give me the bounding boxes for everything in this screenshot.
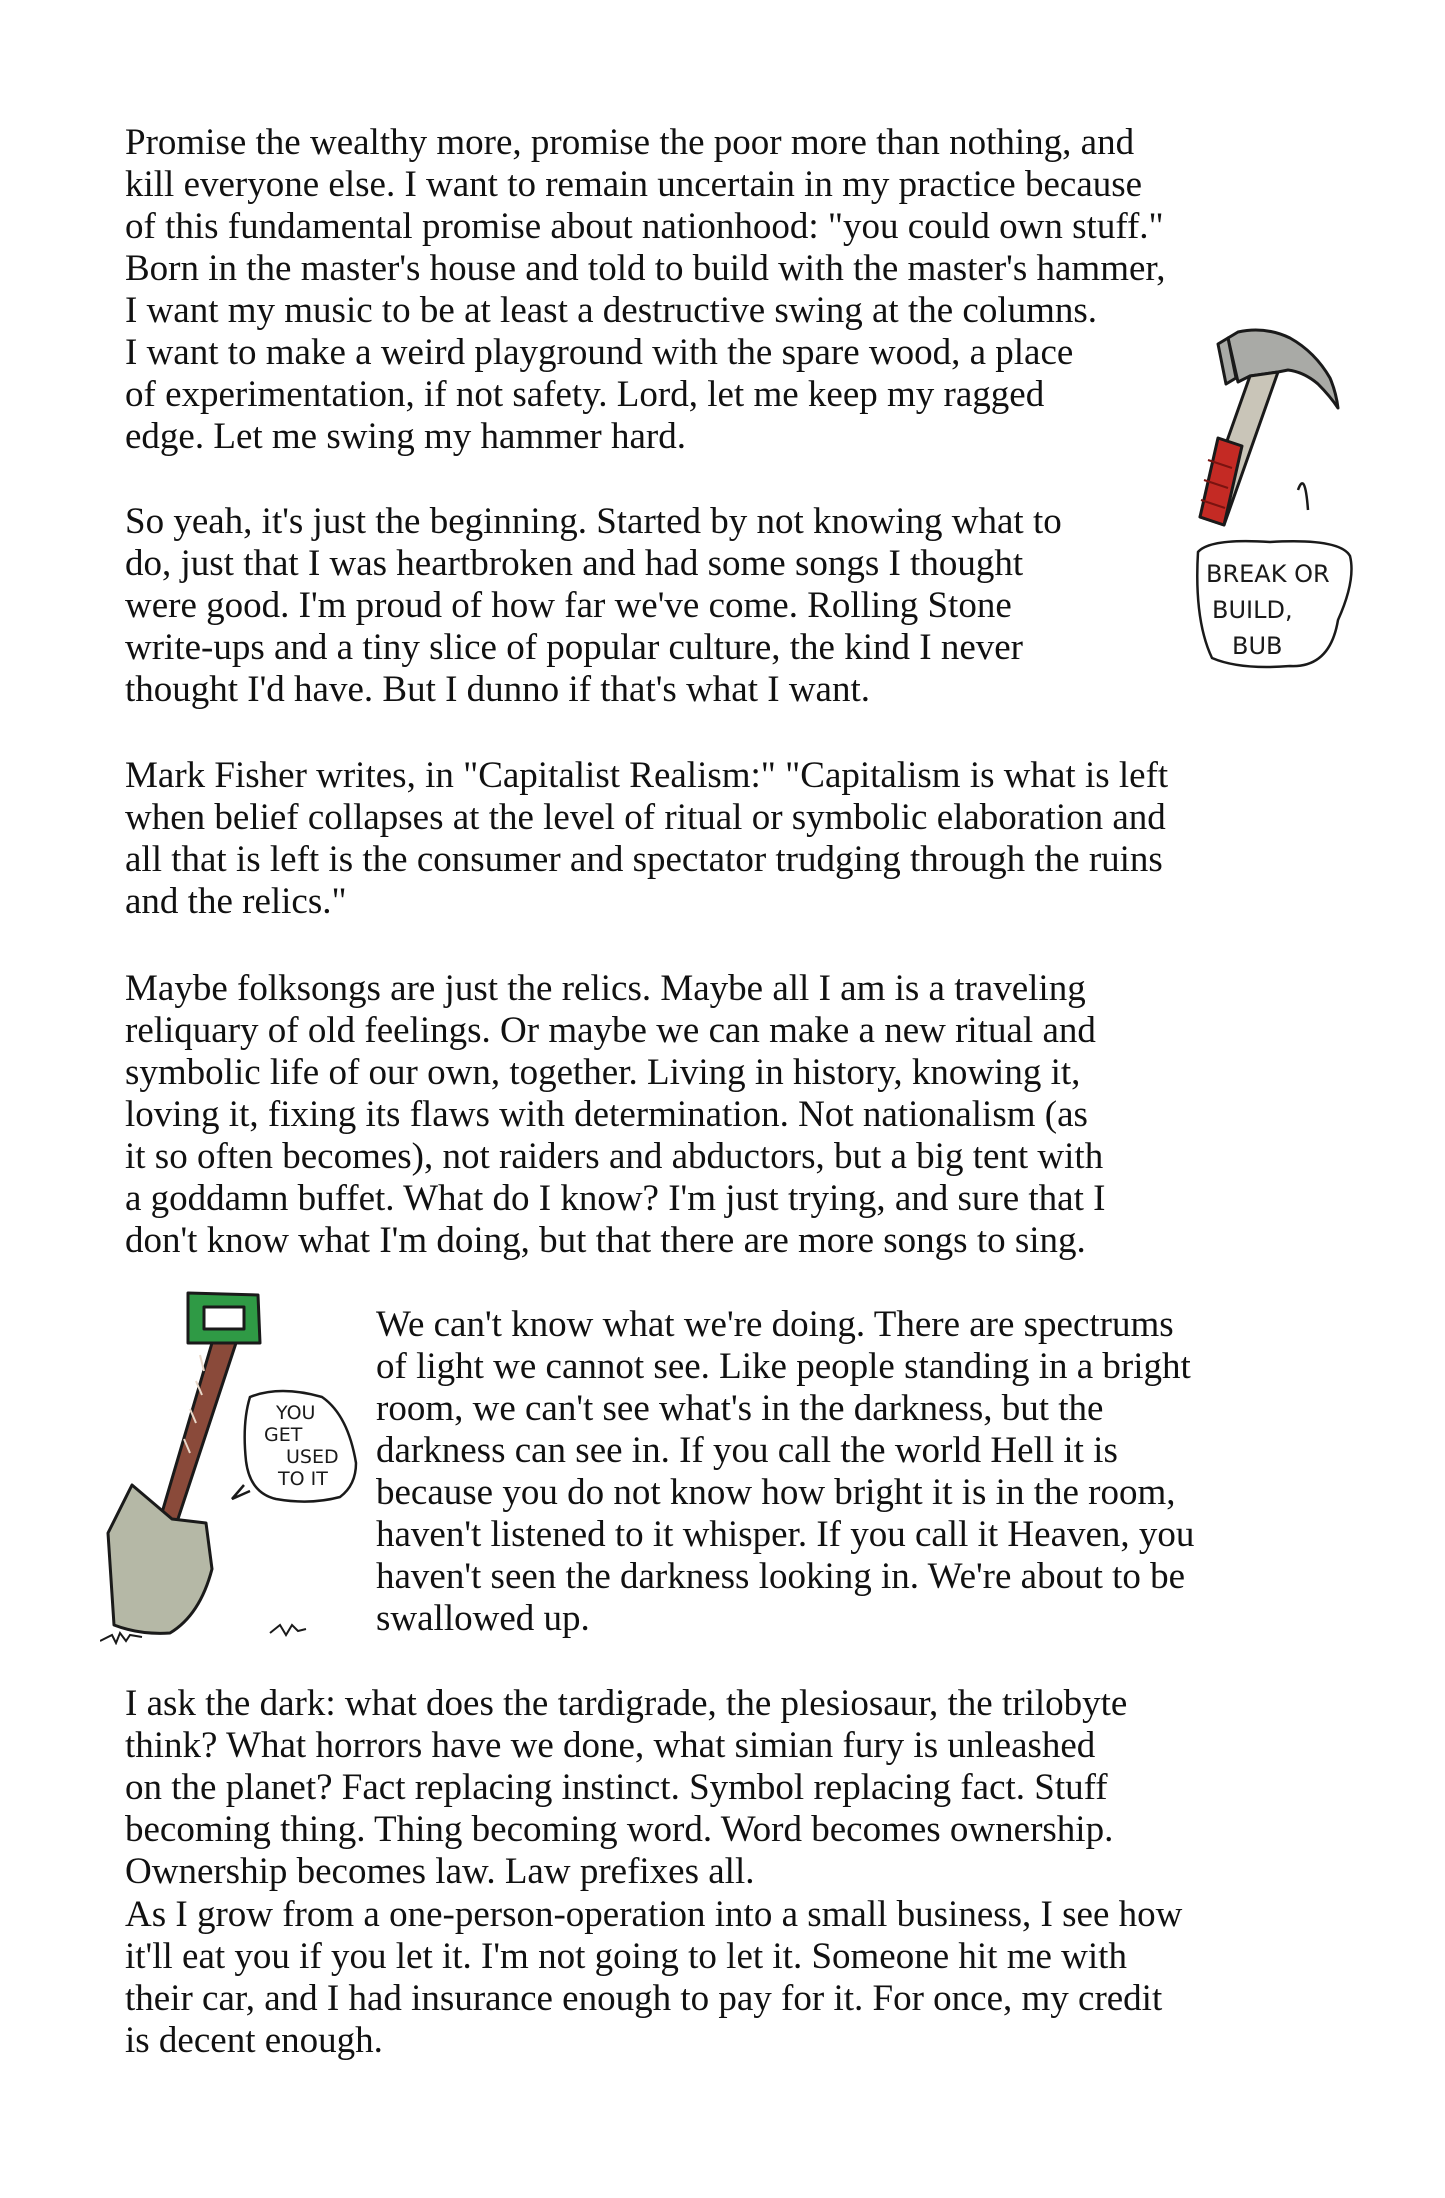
speech-line-2: BUILD, bbox=[1212, 596, 1293, 624]
text-line: loving it, fixing its flaws with determination. Not nationalism (as bbox=[125, 1094, 1088, 1135]
text-line: So yeah, it's just the beginning. Started by not knowing what to bbox=[125, 501, 1062, 542]
speech-line-3: USED bbox=[286, 1446, 339, 1468]
text-line: when belief collapses at the level of ritual or symbolic elaboration and bbox=[125, 797, 1166, 838]
speech-line-4: TO IT bbox=[278, 1468, 328, 1490]
text-line: of light we cannot see. Like people standing in a bright bbox=[376, 1346, 1191, 1387]
shovel-icon bbox=[108, 1293, 260, 1633]
text-line: darkness can see in. If you call the world Hell it is bbox=[376, 1430, 1118, 1471]
text-line: becoming thing. Thing becoming word. Word becomes ownership. bbox=[125, 1809, 1114, 1850]
shovel-illustration bbox=[100, 1285, 365, 1645]
hammer-icon bbox=[1200, 330, 1338, 525]
text-line: a goddamn buffet. What do I know? I'm just trying, and sure that I bbox=[125, 1178, 1106, 1219]
speech-line-1: YOU bbox=[276, 1402, 316, 1424]
text-line: of experimentation, if not safety. Lord, let me keep my ragged bbox=[125, 374, 1045, 415]
text-line: and the relics." bbox=[125, 881, 347, 922]
text-line: Promise the wealthy more, promise the poor more than nothing, and bbox=[125, 122, 1135, 163]
hammer-illustration bbox=[1180, 320, 1365, 690]
text-line: Born in the master's house and told to build with the master's hammer, bbox=[125, 248, 1166, 289]
text-line: symbolic life of our own, together. Living in history, knowing it, bbox=[125, 1052, 1081, 1093]
speech-bubble-tail bbox=[232, 1485, 250, 1499]
text-line: on the planet? Fact replacing instinct. Symbol replacing fact. Stuff bbox=[125, 1767, 1108, 1808]
text-line: of this fundamental promise about nationhood: "you could own stuff." bbox=[125, 206, 1164, 247]
text-line: all that is left is the consumer and spectator trudging through the ruins bbox=[125, 839, 1163, 880]
text-line: I ask the dark: what does the tardigrade, the plesiosaur, the trilobyte bbox=[125, 1683, 1128, 1724]
speech-line-2: GET bbox=[264, 1424, 303, 1446]
text-line: their car, and I had insurance enough to pay for it. For once, my credit bbox=[125, 1978, 1163, 2019]
text-line: room, we can't see what's in the darkness, but the bbox=[376, 1388, 1104, 1429]
speech-line-3: BUB bbox=[1232, 632, 1283, 660]
text-line: edge. Let me swing my hammer hard. bbox=[125, 416, 686, 457]
text-line: it'll eat you if you let it. I'm not going to let it. Someone hit me with bbox=[125, 1936, 1127, 1977]
speech-line-1: BREAK OR bbox=[1206, 560, 1330, 588]
text-line: were good. I'm proud of how far we've come. Rolling Stone bbox=[125, 585, 1012, 626]
speech-bubble-tail bbox=[1298, 483, 1308, 510]
text-line: Mark Fisher writes, in "Capitalist Realism:" "Capitalism is what is left bbox=[125, 755, 1169, 796]
text-line: As I grow from a one-person-operation into a small business, I see how bbox=[125, 1894, 1183, 1935]
text-line: haven't seen the darkness looking in. We're about to be bbox=[376, 1556, 1186, 1597]
text-line: Maybe folksongs are just the relics. Maybe all I am is a traveling bbox=[125, 968, 1086, 1009]
text-line: thought I'd have. But I dunno if that's what I want. bbox=[125, 669, 870, 710]
text-line: is decent enough. bbox=[125, 2020, 383, 2061]
text-line: I want to make a weird playground with the spare wood, a place bbox=[125, 332, 1074, 373]
text-line: don't know what I'm doing, but that there are more songs to sing. bbox=[125, 1220, 1086, 1261]
text-line: swallowed up. bbox=[376, 1598, 590, 1639]
text-line: Ownership becomes law. Law prefixes all. bbox=[125, 1851, 755, 1892]
text-line: write-ups and a tiny slice of popular culture, the kind I never bbox=[125, 627, 1023, 668]
text-line: think? What horrors have we done, what simian fury is unleashed bbox=[125, 1725, 1096, 1766]
text-line: I want my music to be at least a destructive swing at the columns. bbox=[125, 290, 1098, 331]
text-line: kill everyone else. I want to remain uncertain in my practice because bbox=[125, 164, 1143, 205]
text-line: do, just that I was heartbroken and had some songs I thought bbox=[125, 543, 1024, 584]
text-line: reliquary of old feelings. Or maybe we can make a new ritual and bbox=[125, 1010, 1096, 1051]
text-line: haven't listened to it whisper. If you call it Heaven, you bbox=[376, 1514, 1195, 1555]
text-line: it so often becomes), not raiders and abductors, but a big tent with bbox=[125, 1136, 1104, 1177]
text-line: because you do not know how bright it is in the room, bbox=[376, 1472, 1176, 1513]
text-line: We can't know what we're doing. There are spectrums bbox=[376, 1304, 1174, 1345]
